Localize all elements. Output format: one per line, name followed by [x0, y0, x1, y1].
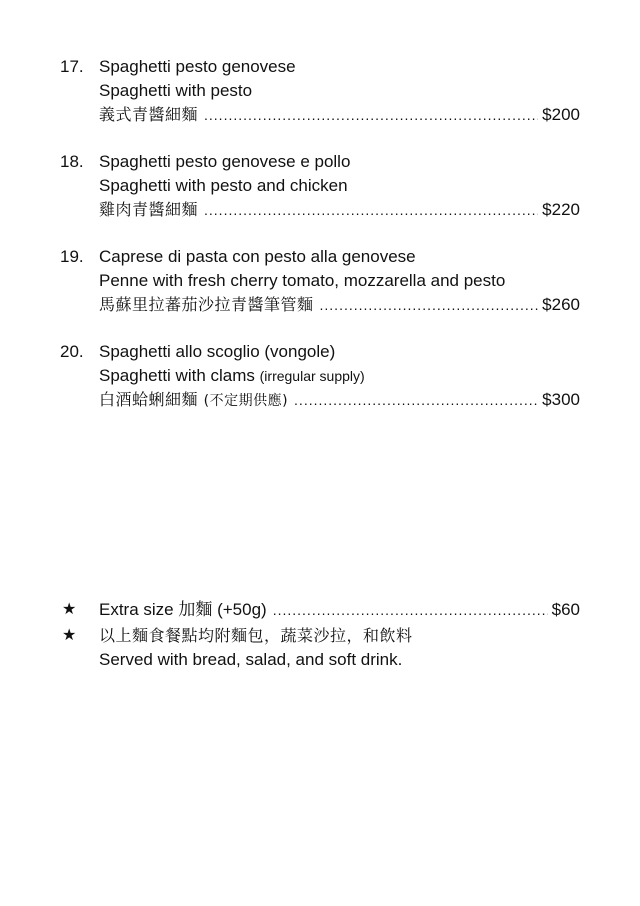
note-line	[60, 648, 580, 672]
item-price: $200	[542, 105, 580, 124]
item-price-row	[99, 103, 580, 127]
item-price: $220	[542, 200, 580, 219]
dot-leader	[204, 198, 538, 222]
note-line	[60, 598, 580, 622]
item-price-line	[60, 103, 580, 127]
item-price-line	[60, 388, 580, 412]
item-english-note: (irregular supply)	[259, 368, 365, 384]
item-english-name: Spaghetti with clams	[99, 366, 255, 385]
item-english-line	[60, 269, 580, 293]
item-english-wrapper	[99, 364, 365, 388]
dot-leader	[320, 293, 539, 317]
item-italian-name: Spaghetti allo scoglio (vongole)	[99, 342, 336, 361]
menu-item	[60, 55, 580, 127]
item-chinese-note: (不定期供應)	[203, 393, 289, 409]
extra-size-label: Extra size 加麵 (+50g)	[99, 600, 267, 619]
item-price-line	[60, 293, 580, 317]
item-chinese-wrapper	[99, 388, 288, 413]
item-title-line	[60, 150, 580, 174]
extra-size-row	[99, 598, 580, 622]
item-title-line	[60, 245, 580, 269]
item-chinese-name: 馬蘇里拉蕃茄沙拉青醬筆管麵	[99, 295, 314, 314]
dot-leader	[294, 388, 538, 412]
item-english-line	[60, 174, 580, 198]
item-price: $260	[542, 295, 580, 314]
item-title-line	[60, 340, 580, 364]
item-italian-name: Spaghetti pesto genovese	[99, 57, 296, 76]
item-price-row	[99, 388, 580, 413]
item-chinese-name: 白酒蛤蜊細麵	[99, 390, 199, 409]
item-price-line	[60, 198, 580, 222]
dot-leader	[273, 598, 548, 622]
item-chinese-name: 雞肉青醬細麵	[99, 200, 199, 219]
item-number: 18.	[60, 152, 84, 171]
star-icon: ★	[62, 627, 77, 644]
extra-size-note	[60, 598, 580, 622]
item-english-line	[60, 79, 580, 103]
item-italian-name: Spaghetti pesto genovese e pollo	[99, 152, 351, 171]
included-chinese: 以上麵食餐點均附麵包，蔬菜沙拉，和飲料	[99, 626, 413, 645]
menu-item	[60, 340, 580, 412]
item-english-name: Penne with fresh cherry tomato, mozzarella and pesto	[99, 271, 506, 290]
item-english-line	[60, 364, 580, 388]
menu-item	[60, 150, 580, 222]
item-price: $300	[542, 390, 580, 409]
included-english: Served with bread, salad, and soft drink.	[99, 650, 403, 669]
extra-size-price: $60	[551, 600, 580, 619]
item-number: 19.	[60, 247, 84, 266]
item-english-name: Spaghetti with pesto and chicken	[99, 176, 348, 195]
note-line	[60, 624, 580, 648]
item-chinese-name: 義式青醬細麵	[99, 105, 199, 124]
included-note	[60, 624, 580, 672]
item-english-name: Spaghetti with pesto	[99, 81, 253, 100]
item-number: 20.	[60, 342, 84, 361]
item-price-row	[99, 198, 580, 222]
item-number: 17.	[60, 57, 84, 76]
item-title-line	[60, 55, 580, 79]
menu-item	[60, 245, 580, 317]
star-icon: ★	[62, 601, 77, 618]
item-italian-name: Caprese di pasta con pesto alla genovese	[99, 247, 416, 266]
item-price-row	[99, 293, 580, 317]
dot-leader	[204, 103, 538, 127]
